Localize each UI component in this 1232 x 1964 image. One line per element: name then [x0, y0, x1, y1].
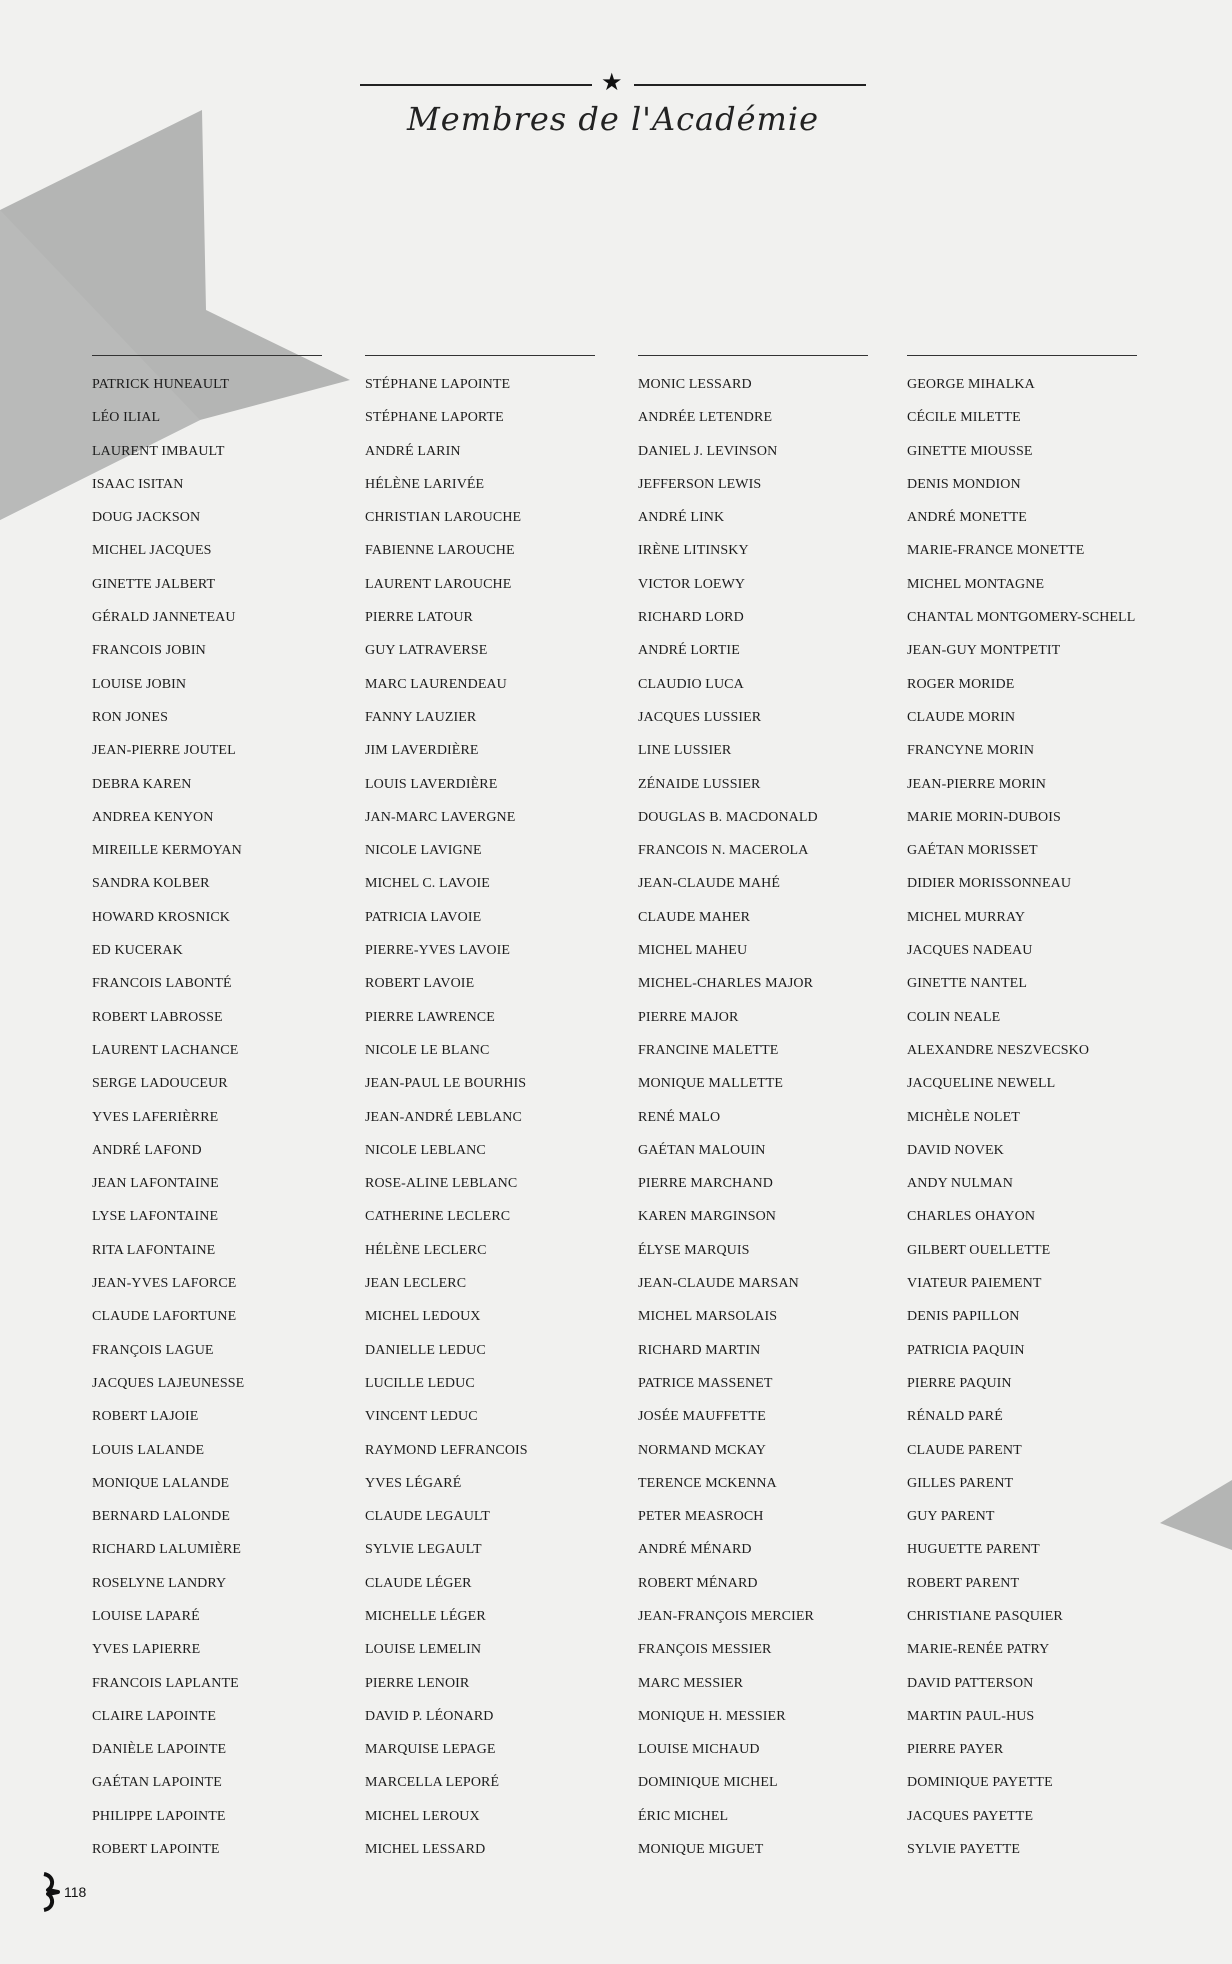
member-name: JIM LAVERDIÈRE: [365, 743, 479, 759]
names-column-2: [365, 355, 597, 1873]
member-name: JACQUES NADEAU: [907, 943, 1033, 959]
member-name: LÉO ILIAL: [92, 410, 161, 426]
member-name: HÉLÈNE LECLERC: [365, 1242, 487, 1258]
member-name: ROSE-ALINE LEBLANC: [365, 1176, 518, 1192]
member-name: PETER MEASROCH: [638, 1509, 764, 1525]
member-name: ANDRÉ MÉNARD: [638, 1542, 752, 1558]
member-name: KAREN MARGINSON: [638, 1209, 777, 1225]
member-name: GUY PARENT: [907, 1509, 995, 1525]
member-name: RICHARD LORD: [638, 610, 744, 626]
member-name: MICHEL LEROUX: [365, 1808, 480, 1824]
page-number: 118: [64, 1884, 87, 1900]
member-name: PATRICE MASSENET: [638, 1375, 773, 1391]
member-name: ANDRÉ MONETTE: [907, 510, 1027, 526]
member-name: LAURENT LACHANCE: [92, 1042, 239, 1058]
member-name: HUGUETTE PARENT: [907, 1542, 1040, 1558]
member-name: GAÉTAN MORISSET: [907, 843, 1038, 859]
member-name: JACQUES LAJEUNESSE: [92, 1375, 245, 1391]
member-name: FANNY LAUZIER: [365, 709, 477, 725]
member-name: VICTOR LOEWY: [638, 576, 746, 592]
member-name: PIERRE PAYER: [907, 1742, 1004, 1758]
member-name: CLAUDE MORIN: [907, 709, 1016, 725]
member-name: RITA LAFONTAINE: [92, 1242, 216, 1258]
member-name: CHANTAL MONTGOMERY-SCHELL: [907, 610, 1136, 626]
page-header: [360, 70, 866, 144]
member-name: STÉPHANE LAPORTE: [365, 410, 504, 426]
bracket-logo-icon: [42, 1872, 60, 1912]
member-name: JEFFERSON LEWIS: [638, 476, 762, 492]
member-name: SYLVIE LEGAULT: [365, 1542, 482, 1558]
member-name: FRANCOIS LABONTÉ: [92, 976, 232, 992]
member-name: LOUISE MICHAUD: [638, 1742, 760, 1758]
member-name: JEAN LAFONTAINE: [92, 1176, 219, 1192]
member-name: DOMINIQUE PAYETTE: [907, 1775, 1053, 1791]
member-name: GÉRALD JANNETEAU: [92, 610, 236, 626]
member-name: CLAUDE LÉGER: [365, 1575, 472, 1591]
member-name: PIERRE LENOIR: [365, 1675, 470, 1691]
member-name: JEAN-PAUL LE BOURHIS: [365, 1076, 527, 1092]
member-name: JACQUES PAYETTE: [907, 1808, 1034, 1824]
names-list: [907, 375, 1139, 1873]
member-name: LUCILLE LEDUC: [365, 1375, 475, 1391]
member-name: CLAIRE LAPOINTE: [92, 1708, 216, 1724]
member-name: CATHERINE LECLERC: [365, 1209, 511, 1225]
member-name: JEAN-CLAUDE MAHÉ: [638, 876, 780, 892]
member-name: SANDRA KOLBER: [92, 876, 210, 892]
member-name: ROBERT LAVOIE: [365, 976, 475, 992]
member-name: PIERRE MAJOR: [638, 1009, 739, 1025]
member-name: MONIQUE H. MESSIER: [638, 1708, 786, 1724]
member-name: PIERRE LATOUR: [365, 610, 473, 626]
member-name: JEAN-PIERRE JOUTEL: [92, 743, 236, 759]
member-name: GINETTE JALBERT: [92, 576, 216, 592]
member-name: MICHEL MARSOLAIS: [638, 1309, 778, 1325]
member-name: FABIENNE LAROUCHE: [365, 543, 515, 559]
member-name: MICHEL MONTAGNE: [907, 576, 1045, 592]
member-name: GAÉTAN LAPOINTE: [92, 1775, 222, 1791]
member-name: JEAN-ANDRÉ LEBLANC: [365, 1109, 522, 1125]
member-name: JOSÉE MAUFFETTE: [638, 1409, 766, 1425]
names-list: [92, 375, 324, 1873]
member-name: FRANCOIS JOBIN: [92, 643, 206, 659]
member-name: YVES LAPIERRE: [92, 1642, 201, 1658]
member-name: MICHEL MURRAY: [907, 909, 1026, 925]
member-name: HÉLÈNE LARIVÉE: [365, 476, 485, 492]
member-name: DOMINIQUE MICHEL: [638, 1775, 778, 1791]
member-name: LOUIS LALANDE: [92, 1442, 205, 1458]
header-rule-right: [634, 84, 866, 86]
member-name: CLAUDE LEGAULT: [365, 1509, 490, 1525]
member-name: MICHEL MAHEU: [638, 943, 748, 959]
member-name: DOUG JACKSON: [92, 510, 201, 526]
member-name: MARCELLA LEPORÉ: [365, 1775, 500, 1791]
member-name: TERENCE MCKENNA: [638, 1475, 777, 1491]
member-name: DAVID P. LÉONARD: [365, 1708, 494, 1724]
member-name: MARQUISE LEPAGE: [365, 1742, 496, 1758]
member-name: FRANCINE MALETTE: [638, 1042, 779, 1058]
member-name: ROGER MORIDE: [907, 676, 1015, 692]
member-name: RÉNALD PARÉ: [907, 1409, 1003, 1425]
member-name: PIERRE MARCHAND: [638, 1176, 773, 1192]
member-name: JACQUES LUSSIER: [638, 709, 762, 725]
member-name: YVES LAFERIÈRRE: [92, 1109, 219, 1125]
member-name: DOUGLAS B. MACDONALD: [638, 809, 818, 825]
member-name: ANDY NULMAN: [907, 1176, 1013, 1192]
member-name: ANDRÉ LARIN: [365, 443, 461, 459]
member-name: LOUISE LAPARÉ: [92, 1608, 200, 1624]
member-name: CHRISTIAN LAROUCHE: [365, 510, 522, 526]
member-name: RON JONES: [92, 709, 168, 725]
member-name: LOUIS LAVERDIÈRE: [365, 776, 498, 792]
star-point-icon: [1160, 1480, 1232, 1550]
member-name: MICHELLE LÉGER: [365, 1608, 486, 1624]
member-name: MONIQUE LALANDE: [92, 1475, 230, 1491]
member-name: ANDRÉ LAFOND: [92, 1142, 202, 1158]
member-name: MARTIN PAUL-HUS: [907, 1708, 1035, 1724]
member-name: ÉLYSE MARQUIS: [638, 1242, 750, 1258]
member-name: RICHARD LALUMIÈRE: [92, 1542, 242, 1558]
member-name: CHRISTIANE PASQUIER: [907, 1608, 1063, 1624]
member-name: FRANÇOIS LAGUE: [92, 1342, 214, 1358]
member-name: DANIÈLE LAPOINTE: [92, 1742, 227, 1758]
member-name: CLAUDE MAHER: [638, 909, 751, 925]
member-name: ED KUCERAK: [92, 943, 183, 959]
member-name: JEAN-FRANÇOIS MERCIER: [638, 1608, 814, 1624]
names-column-3: [638, 355, 870, 1873]
member-name: GINETTE NANTEL: [907, 976, 1027, 992]
names-list: [365, 375, 597, 1873]
member-name: ISAAC ISITAN: [92, 476, 184, 492]
member-name: CLAUDE LAFORTUNE: [92, 1309, 237, 1325]
member-name: VIATEUR PAIEMENT: [907, 1276, 1042, 1292]
member-name: ROBERT LAJOIE: [92, 1409, 199, 1425]
member-name: ROBERT LABROSSE: [92, 1009, 223, 1025]
member-name: GILBERT OUELLETTE: [907, 1242, 1051, 1258]
names-column-4: [907, 355, 1139, 1873]
member-name: ZÉNAIDE LUSSIER: [638, 776, 761, 792]
member-name: ANDRÉ LORTIE: [638, 643, 740, 659]
member-name: ROSELYNE LANDRY: [92, 1575, 227, 1591]
member-name: ALEXANDRE NESZVECSKO: [907, 1042, 1090, 1058]
member-name: PATRICK HUNEAULT: [92, 377, 230, 392]
member-name: BERNARD LALONDE: [92, 1509, 230, 1525]
star-icon: ★: [601, 70, 623, 96]
member-name: ANDRÉ LINK: [638, 510, 725, 526]
column-rule: [365, 355, 595, 356]
member-name: LAURENT IMBAULT: [92, 443, 225, 459]
member-name: MICHEL LEDOUX: [365, 1309, 481, 1325]
member-name: DENIS MONDION: [907, 476, 1021, 492]
member-name: ROBERT PARENT: [907, 1575, 1020, 1591]
member-name: FRANCYNE MORIN: [907, 743, 1035, 759]
member-name: CLAUDIO LUCA: [638, 676, 744, 692]
member-name: LOUISE LEMELIN: [365, 1642, 482, 1658]
member-name: LYSE LAFONTAINE: [92, 1209, 219, 1225]
member-name: MARIE MORIN-DUBOIS: [907, 809, 1061, 825]
header-rule-left: [360, 84, 592, 86]
member-name: ROBERT MÉNARD: [638, 1575, 758, 1591]
member-name: MICHEL C. LAVOIE: [365, 876, 490, 892]
member-name: MICHEL LESSARD: [365, 1842, 486, 1858]
member-name: MIREILLE KERMOYAN: [92, 843, 242, 859]
member-name: NICOLE LEBLANC: [365, 1142, 486, 1158]
names-column-1: [92, 355, 324, 1873]
member-name: GAÉTAN MALOUIN: [638, 1142, 766, 1158]
member-name: DEBRA KAREN: [92, 776, 192, 792]
member-name: CHARLES OHAYON: [907, 1209, 1036, 1225]
member-name: MONIQUE MIGUET: [638, 1842, 764, 1858]
page-title: Membres de l'Académie: [406, 100, 820, 138]
member-name: DENIS PAPILLON: [907, 1309, 1020, 1325]
member-name: NICOLE LE BLANC: [365, 1042, 490, 1058]
member-name: ÉRIC MICHEL: [638, 1808, 729, 1824]
member-name: VINCENT LEDUC: [365, 1409, 478, 1425]
member-name: HOWARD KROSNICK: [92, 909, 231, 925]
member-name: LAURENT LAROUCHE: [365, 576, 512, 592]
member-name: MARC LAURENDEAU: [365, 676, 507, 692]
member-name: JEAN LECLERC: [365, 1276, 467, 1292]
member-name: FRANÇOIS MESSIER: [638, 1642, 772, 1658]
member-name: DAVID NOVEK: [907, 1142, 1004, 1158]
member-name: PIERRE LAWRENCE: [365, 1009, 495, 1025]
member-name: COLIN NEALE: [907, 1009, 1001, 1025]
member-name: RENÉ MALO: [638, 1109, 721, 1125]
column-rule: [907, 355, 1137, 356]
member-name: MICHÈLE NOLET: [907, 1109, 1020, 1125]
member-name: JEAN-GUY MONTPETIT: [907, 643, 1061, 659]
member-name: ANDRÉE LETENDRE: [638, 410, 773, 426]
member-name: PIERRE PAQUIN: [907, 1375, 1012, 1391]
member-name: MARC MESSIER: [638, 1675, 744, 1691]
member-name: GUY LATRAVERSE: [365, 643, 488, 659]
member-name: RICHARD MARTIN: [638, 1342, 761, 1358]
member-name: ROBERT LAPOINTE: [92, 1842, 220, 1858]
member-name: IRÈNE LITINSKY: [638, 543, 749, 559]
member-name: JEAN-PIERRE MORIN: [907, 776, 1046, 792]
member-name: MONIQUE MALLETTE: [638, 1076, 784, 1092]
member-name: MICHEL-CHARLES MAJOR: [638, 976, 814, 992]
member-name: JEAN-CLAUDE MARSAN: [638, 1276, 799, 1292]
member-name: STÉPHANE LAPOINTE: [365, 377, 511, 392]
member-name: MARIE-FRANCE MONETTE: [907, 543, 1085, 559]
member-name: PATRICIA LAVOIE: [365, 909, 482, 925]
member-name: LINE LUSSIER: [638, 743, 732, 759]
member-name: NICOLE LAVIGNE: [365, 843, 482, 859]
member-name: JEAN-YVES LAFORCE: [92, 1276, 237, 1292]
member-name: PHILIPPE LAPOINTE: [92, 1808, 226, 1824]
member-name: YVES LÉGARÉ: [365, 1475, 462, 1491]
member-name: PIERRE-YVES LAVOIE: [365, 943, 511, 959]
member-name: ANDREA KENYON: [92, 809, 214, 825]
member-name: PATRICIA PAQUIN: [907, 1342, 1025, 1358]
member-name: DANIEL J. LEVINSON: [638, 443, 778, 459]
member-name: GINETTE MIOUSSE: [907, 443, 1033, 459]
member-name: JAN-MARC LAVERGNE: [365, 809, 516, 825]
member-name: DIDIER MORISSONNEAU: [907, 876, 1072, 892]
member-name: MONIC LESSARD: [638, 377, 752, 392]
member-name: FRANCOIS LAPLANTE: [92, 1675, 239, 1691]
names-list: [638, 375, 870, 1873]
member-name: MARIE-RENÉE PATRY: [907, 1642, 1050, 1658]
member-name: CÉCILE MILETTE: [907, 410, 1021, 426]
member-name: DANIELLE LEDUC: [365, 1342, 486, 1358]
member-name: DAVID PATTERSON: [907, 1675, 1034, 1691]
column-rule: [92, 355, 322, 356]
member-name: FRANCOIS N. MACEROLA: [638, 843, 809, 859]
member-name: CLAUDE PARENT: [907, 1442, 1022, 1458]
member-name: JACQUELINE NEWELL: [907, 1076, 1056, 1092]
member-name: RAYMOND LEFRANCOIS: [365, 1442, 528, 1458]
member-name: LOUISE JOBIN: [92, 676, 187, 692]
member-name: NORMAND MCKAY: [638, 1442, 766, 1458]
member-name: SERGE LADOUCEUR: [92, 1076, 228, 1092]
member-name: GEORGE MIHALKA: [907, 377, 1035, 392]
member-name: GILLES PARENT: [907, 1475, 1014, 1491]
column-rule: [638, 355, 868, 356]
member-name: MICHEL JACQUES: [92, 543, 212, 559]
member-name: SYLVIE PAYETTE: [907, 1842, 1021, 1858]
